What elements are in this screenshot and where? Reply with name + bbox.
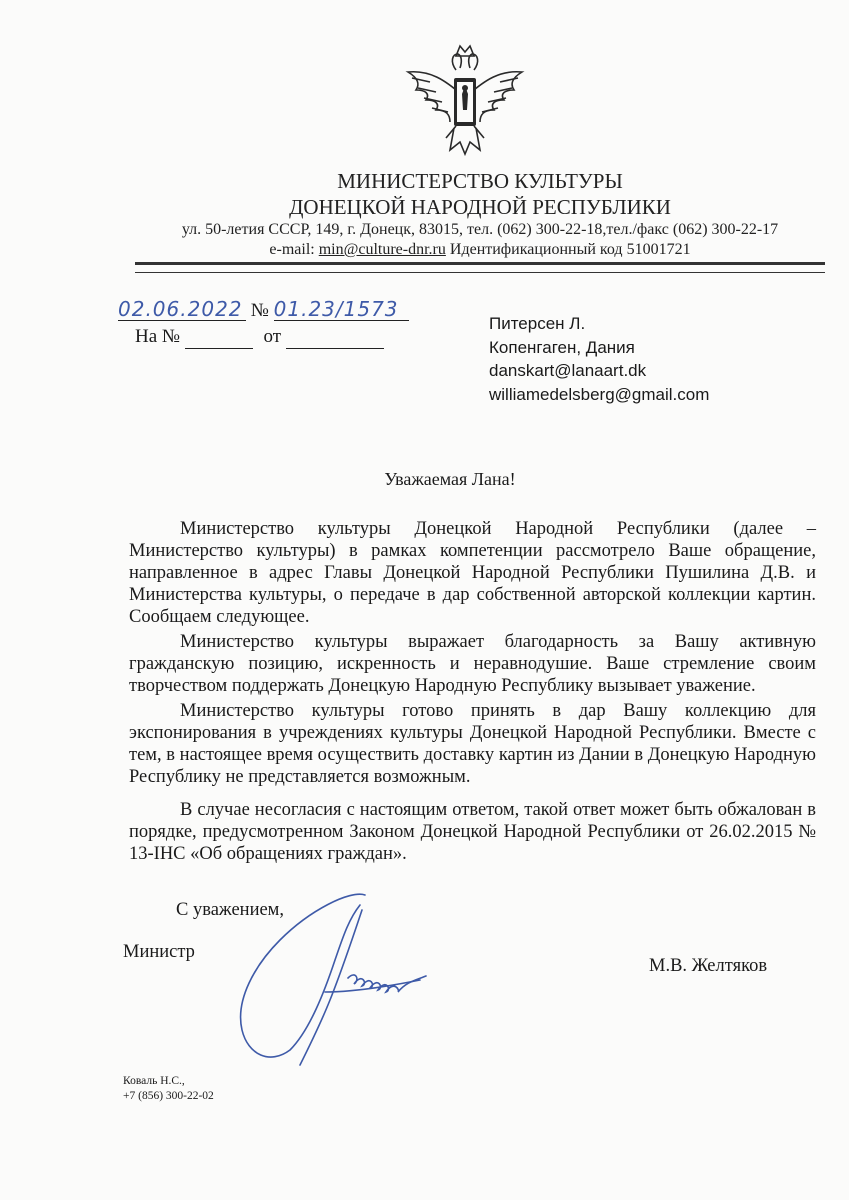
ref-from-label: от [263, 326, 282, 347]
registration-number: 01.23/1573 [274, 298, 409, 321]
number-label: № [250, 300, 269, 321]
ministry-contacts [100, 240, 849, 260]
letter-closing: С уважением, [176, 900, 285, 920]
letter-paragraph-2: Министерство культуры выражает благодарность за Вашу активную гражданскую позицию, искренность и неравнодушие. Ваше стремление своим творчеством поддержать Донецкую Народную Республику вызывает уважение. [129, 632, 816, 696]
letter-paragraph-4: В случае несогласия с настоящим ответом, такой ответ может быть обжалован в порядке, предусмотренном Законом Донецкой Народной Республики от 26.02.2015 № 13-IНС «Об обращениях граждан». [129, 800, 816, 864]
incoming-reference [135, 326, 384, 349]
registration-date: 02.06.2022 [118, 298, 246, 321]
letter-paragraph-1: Министерство культуры Донецкой Народной Республики (далее – Министерство культуры) в рамках компетенции рассмотрело Ваше обращение, направленное в адрес Главы Донецкой Народной Республики Пушилина Д.В. и Министерства культуры, о передаче в дар собственной авторской коллекции картин. Сообщаем следующее. [129, 519, 816, 627]
email-prefix: e-mail: [269, 241, 315, 258]
header-divider [135, 262, 825, 273]
signer-title: Министр [123, 942, 195, 962]
ref-date-blank [286, 326, 384, 349]
recipient-city: Копенгаген, Дания [489, 338, 635, 357]
recipient-name: Питерсен Л. [489, 314, 586, 333]
coat-of-arms-emblem-icon [390, 40, 540, 160]
ministry-address: ул. 50-летия СССР, 149, г. Донецк, 83015, тел. (062) 300-22-18,тел./факс (062) 300-22-17 [181, 221, 779, 238]
ref-number-blank [185, 326, 253, 349]
recipient-email-2: williamedelsberg@gmail.com [489, 385, 710, 404]
recipient-email-1: danskart@lanaart.dk [489, 361, 647, 380]
ministry-title: МИНИСТЕРСТВО КУЛЬТУРЫ [337, 169, 623, 193]
ref-number-label: На № [135, 326, 181, 347]
letter-paragraph-3: Министерство культуры готово принять в дар Вашу коллекцию для экспонирования в учреждениях культуры Донецкой Народной Республики. Вместе с тем, в настоящее время осуществить доставку картин из Дании в Донецкую Народную Республику не представляется возможным. [129, 701, 816, 787]
signer-name: М.В. Желтяков [649, 956, 768, 976]
id-code: Идентификационный код 51001721 [449, 241, 691, 258]
handwritten-signature-icon [230, 880, 480, 1080]
executor-phone: +7 (856) 300-22-02 [123, 1090, 214, 1102]
letter-greeting: Уважаемая Лана! [384, 469, 516, 489]
executor-name: Коваль Н.С., [123, 1075, 185, 1087]
outgoing-registration [118, 298, 409, 322]
ministry-email-link[interactable]: min@culture-dnr.ru [318, 241, 446, 258]
republic-title: ДОНЕЦКОЙ НАРОДНОЙ РЕСПУБЛИКИ [289, 195, 671, 219]
